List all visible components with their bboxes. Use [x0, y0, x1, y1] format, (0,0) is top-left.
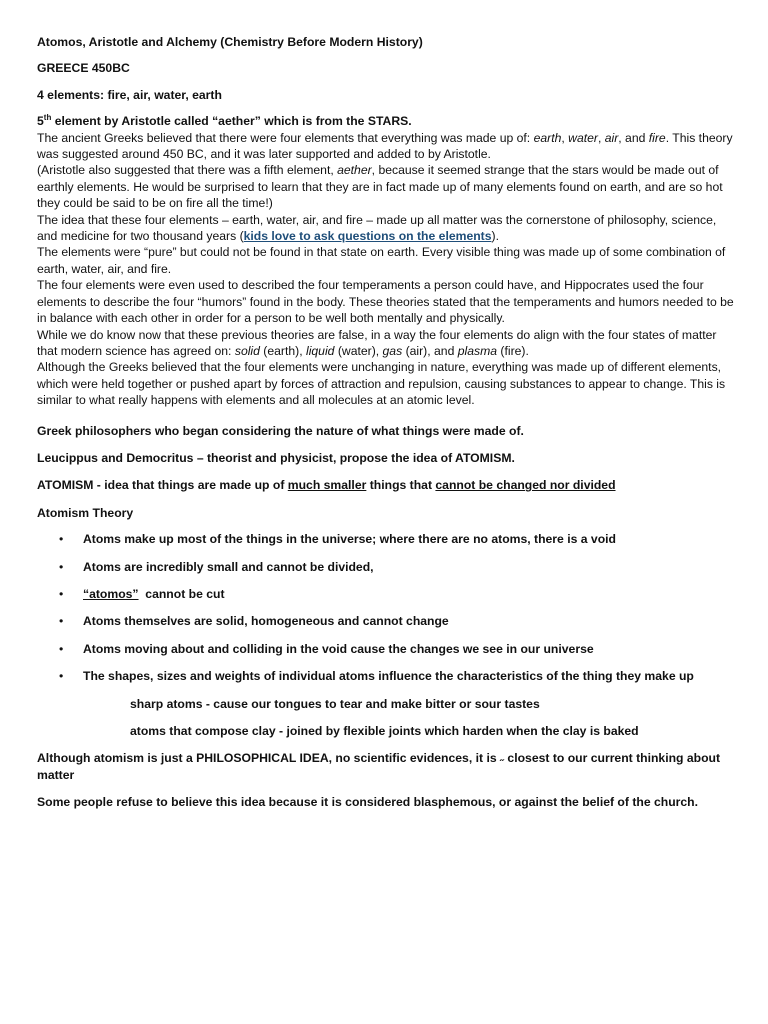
- sub-item-sharp-atoms: sharp atoms - cause our tongues to tear and make bitter or sour tastes: [130, 696, 540, 711]
- atomism-cannot-change: cannot be changed nor divided: [435, 478, 616, 493]
- p1-water: water: [568, 130, 598, 145]
- elements-link[interactable]: kids love to ask questions on the elements: [243, 229, 492, 244]
- atomism-def-a: ATOMISM - idea that things are made up of: [37, 478, 288, 493]
- greek-philosophers-line: Greek philosophers who began considering the nature of what things were made of.: [37, 423, 524, 438]
- bullet-text: The shapes, sizes and weights of individual atoms influence the characteristics of the thing they make up: [83, 669, 694, 684]
- sub-item-clay-atoms: atoms that compose clay - joined by flexible joints which harden when the clay is baked: [130, 724, 639, 738]
- list-item: [37, 613, 737, 629]
- leucippus-line: Leucippus and Democritus – theorist and physicist, propose the idea of ATOMISM.: [37, 450, 515, 465]
- p1-and: , and: [618, 130, 649, 145]
- fifth-element-line: [37, 113, 737, 129]
- paragraph-aether: [37, 162, 737, 211]
- atomism-philosophical-line: Although atomism is just a PHILOSOPHICAL IDEA, no scientific evidences, it is ˶ closest to our current thinking about matter: [37, 751, 721, 782]
- p2-aether: aether: [337, 163, 372, 178]
- paragraph-unchanging: Although the Greeks believed that the four elements were unchanging in nature, everything was made up of different elements, which were held together or pushed apart by forces of attraction and repulsion, causing substances to appear to change. This is similar to what really happens with elements and all molecules at an atomic level.: [37, 360, 726, 408]
- bullet-icon: •: [59, 641, 64, 656]
- atomism-theory-heading: Atomism Theory: [37, 505, 134, 520]
- p6-liquid: liquid: [305, 343, 335, 358]
- p3-text-b: ).: [491, 229, 499, 244]
- paragraph-states-of-matter: [37, 327, 737, 360]
- bullet-text: Atoms make up most of the things in the universe; where there are no atoms, there is a void: [83, 532, 616, 547]
- paragraph-cornerstone: [37, 212, 737, 245]
- fifth-number: 5: [37, 114, 44, 129]
- bullet-text: Atoms themselves are solid, homogeneous and cannot change: [83, 614, 449, 629]
- p1-fire: fire: [648, 130, 666, 145]
- list-item: [37, 641, 737, 657]
- p6-water: (water),: [334, 343, 383, 358]
- p1-earth: earth: [533, 130, 562, 145]
- atomism-much-smaller: much smaller: [287, 478, 367, 493]
- p3-text-a: The idea that these four elements – earth, water, air, and fire – made up all matter was the cornerstone of philosophy, science, and medicine for two thousand years (: [37, 212, 717, 244]
- bullet-text: Atoms moving about and colliding in the void cause the changes we see in our universe: [83, 641, 594, 656]
- list-item: [37, 559, 737, 575]
- bullet-icon: •: [59, 586, 64, 601]
- paragraph-temperaments: The four elements were even used to described the four temperaments a person could have, and Hippocrates used the four elements to describe the four “humors” found in the body. These theories stated that the temperaments and humors needed to be in balance with each other in order for a person to be well both mentally and physically.: [37, 278, 734, 326]
- era-heading: GREECE 450BC: [37, 61, 130, 76]
- p1-air: air: [604, 130, 619, 145]
- list-item: [37, 586, 737, 602]
- bullet-icon: •: [59, 532, 64, 547]
- bullet-text: Atoms are incredibly small and cannot be divided,: [83, 559, 374, 574]
- four-elements-line: 4 elements: fire, air, water, earth: [37, 87, 222, 102]
- p6-air: (air), and: [402, 343, 458, 358]
- paragraph-pure: The elements were “pure” but could not be found in that state on earth. Every visible thing was made up of some combination of earth, water, air, and fire.: [37, 245, 726, 276]
- list-item: [37, 531, 737, 547]
- p6-fire: (fire).: [497, 343, 529, 358]
- p6-solid: solid: [234, 343, 260, 358]
- p6-plasma: plasma: [457, 343, 498, 358]
- bullet-text: cannot be cut: [138, 586, 225, 601]
- paragraph-ancient-greeks: [37, 130, 737, 163]
- document-page: [37, 34, 737, 811]
- atomism-def-b: things that: [366, 478, 436, 493]
- atomism-definition: [37, 477, 737, 493]
- bullet-icon: •: [59, 669, 64, 684]
- blasphemous-line: Some people refuse to believe this idea because it is considered blasphemous, or against the belief of the church.: [37, 795, 699, 810]
- p1-text-b: . This theory was suggested around 450 BC, and it was later supported and added to by Aristotle.: [37, 130, 733, 162]
- document-title: Atomos, Aristotle and Alchemy (Chemistry Before Modern History): [37, 35, 423, 49]
- atomism-bullet-list: [37, 531, 737, 684]
- p1-comma-2: ,: [597, 130, 605, 145]
- fifth-superscript: th: [43, 113, 52, 123]
- bullet-icon: •: [59, 614, 64, 629]
- fifth-rest: element by Aristotle called “aether” which is from the STARS.: [51, 114, 412, 129]
- p2-text-b: , because it seemed strange that the stars would be made out of earthly elements. He would be surprised to learn that they are in fact made up of many elements found on earth, and are so hot they could be said to be on fire all the time!): [37, 163, 723, 211]
- p6-earth: (earth),: [259, 343, 306, 358]
- p6-text-a: While we do know now that these previous theories are false, in a way the four elements do align with the four states of matter that modern science has agreed on:: [37, 327, 717, 358]
- p6-gas: gas: [382, 343, 403, 358]
- atomos-term: “atomos”: [83, 586, 139, 601]
- p1-text-a: The ancient Greeks believed that there were four elements that everything was made up of:: [37, 130, 534, 145]
- p2-text-a: (Aristotle also suggested that there was a fifth element,: [37, 163, 338, 178]
- list-item: [37, 668, 737, 684]
- p1-comma-1: ,: [561, 130, 569, 145]
- bullet-icon: •: [59, 559, 64, 574]
